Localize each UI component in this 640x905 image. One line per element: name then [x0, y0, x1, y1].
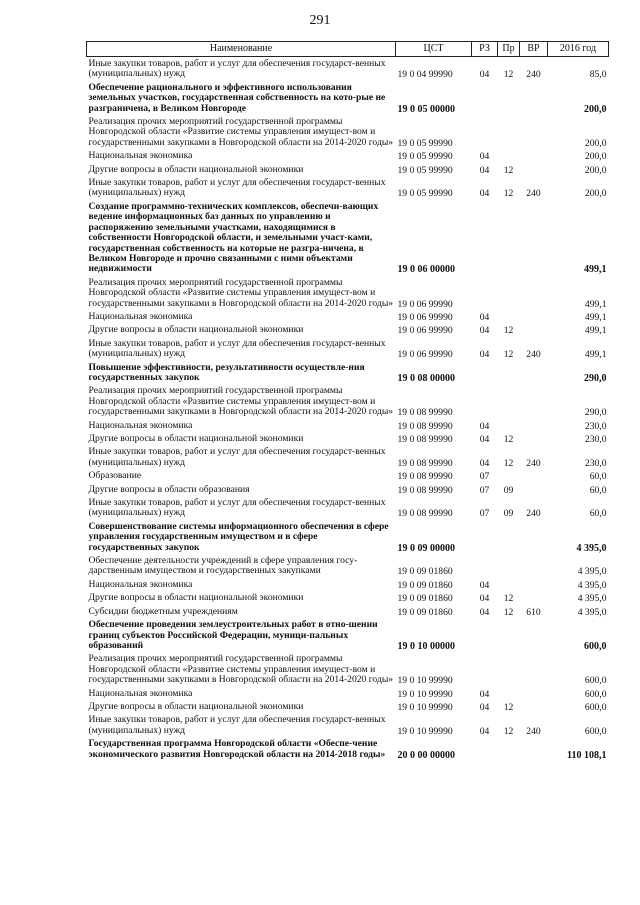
- cell-vr: [520, 81, 548, 115]
- cell-rz: [472, 384, 498, 418]
- table-row: [87, 419, 609, 432]
- header-name: Наименование: [87, 42, 396, 57]
- cell-amount: 200,0: [584, 137, 607, 149]
- cell-vr: [520, 310, 548, 323]
- cell-cst: 19 0 10 99990: [397, 725, 453, 737]
- cell-rz: 04: [479, 593, 490, 605]
- cell-pr: [498, 81, 520, 115]
- cell-cst: 19 0 05 99990: [397, 188, 453, 200]
- cell-amount: 230,0: [584, 434, 607, 445]
- cell-rz: 04: [479, 349, 490, 361]
- cell-name: Реализация прочих мероприятий государственной программы Новгородской области «Развитие системы управления имущест-вом и государственными закупками в Новгородской области на 2014-2020 годы»: [88, 653, 394, 686]
- cell-cst: 19 0 09 01860: [397, 579, 453, 591]
- cell-amount: 499,1: [584, 311, 607, 323]
- cell-vr: [520, 163, 548, 176]
- cell-amount: 110 108,1: [567, 749, 607, 761]
- cell-cst: 19 0 10 00000: [397, 640, 455, 652]
- cell-rz: [472, 737, 498, 761]
- cell-rz: [472, 520, 498, 554]
- cell-cst: 19 0 08 99990: [397, 508, 453, 520]
- cell-amount: 4 395,0: [576, 542, 607, 554]
- cell-amount: 600,0: [584, 701, 607, 713]
- cell-vr: [520, 200, 548, 276]
- cell-amount: 60,0: [589, 484, 607, 496]
- cell-vr: [520, 687, 548, 700]
- cell-name: Иные закупки товаров, работ и услуг для обеспечения государст-венных (муниципальных) нужд: [88, 714, 386, 736]
- cell-name: Другие вопросы в области национальной экономики: [88, 433, 304, 444]
- cell-amount: 200,0: [584, 164, 607, 176]
- page-number: 291: [309, 13, 331, 28]
- cell-pr: 12: [503, 434, 514, 445]
- cell-vr: [520, 578, 548, 591]
- cell-cst: 19 0 05 99990: [397, 164, 453, 176]
- cell-pr: 12: [503, 701, 514, 713]
- table-row: [87, 578, 609, 591]
- cell-pr: 09: [503, 484, 514, 496]
- cell-vr: 240: [526, 349, 541, 361]
- cell-vr: [520, 432, 548, 445]
- cell-amount: 4 395,0: [577, 579, 607, 591]
- table-row: [87, 591, 609, 604]
- cell-amount: 290,0: [584, 372, 607, 384]
- cell-name: Национальная экономика: [88, 310, 193, 322]
- cell-amount: 200,0: [584, 151, 607, 163]
- cell-cst: 19 0 06 00000: [397, 264, 455, 276]
- cell-vr: [520, 652, 548, 686]
- cell-cst: 19 0 08 00000: [397, 372, 455, 384]
- table-row: [87, 57, 609, 81]
- cell-vr: [520, 554, 548, 578]
- cell-name: Иные закупки товаров, работ и услуг для обеспечения государст-венных (муниципальных) нужд: [88, 177, 386, 199]
- cell-rz: 04: [479, 606, 490, 618]
- table-row: [87, 605, 609, 618]
- table-row: [87, 337, 609, 361]
- table-row-program: [87, 520, 609, 554]
- cell-vr: [520, 115, 548, 149]
- cell-rz: [472, 200, 498, 276]
- cell-name: Реализация прочих мероприятий государственной программы Новгородской области «Развитие системы управления имущест-вом и государственными закупками в Новгородской области на 2014-2020 годы»: [88, 385, 394, 418]
- cell-rz: [472, 81, 498, 115]
- cell-pr: [498, 578, 520, 591]
- cell-cst: 19 0 05 99990: [397, 137, 453, 149]
- cell-cst: 19 0 05 00000: [397, 103, 455, 115]
- cell-pr: [498, 469, 520, 482]
- table-row: [87, 469, 609, 482]
- cell-cst: 19 0 06 99990: [397, 349, 453, 361]
- table-row-program: [87, 618, 609, 652]
- cell-amount: 600,0: [584, 725, 607, 737]
- cell-vr: [520, 483, 548, 496]
- cell-amount: 499,1: [584, 349, 607, 361]
- cell-rz: 04: [479, 725, 490, 737]
- cell-cst: 19 0 09 01860: [397, 566, 453, 578]
- table-row: [87, 276, 609, 310]
- cell-vr: [520, 469, 548, 482]
- table-row-program: [87, 81, 609, 115]
- cell-rz: 04: [479, 311, 490, 323]
- cell-rz: 04: [479, 164, 490, 176]
- cell-name: Другие вопросы в области образования: [88, 483, 250, 495]
- cell-pr: [498, 200, 520, 276]
- cell-name: Национальная экономика: [88, 150, 193, 162]
- cell-rz: 04: [479, 420, 490, 432]
- cell-vr: 240: [526, 188, 541, 200]
- cell-vr: [520, 591, 548, 604]
- cell-name: Обеспечение рационального и эффективного использования земельных участков, государственная собственность на кото-рые не разграничена, в Великом Новгороде: [88, 81, 386, 114]
- table-row: [87, 323, 609, 336]
- cell-pr: 12: [503, 325, 514, 337]
- table-header-row: [87, 42, 609, 57]
- cell-rz: 04: [479, 701, 490, 713]
- cell-name: Реализация прочих мероприятий государственной программы Новгородской области «Развитие системы управления имущест-вом и государственными закупками в Новгородской области на 2014-2020 годы»: [88, 116, 394, 148]
- header-cst: ЦСТ: [396, 42, 472, 57]
- cell-amount: 60,0: [589, 508, 607, 520]
- cell-pr: [498, 652, 520, 686]
- cell-cst: 19 0 08 99990: [397, 434, 453, 445]
- cell-cst: 19 0 09 01860: [397, 606, 453, 618]
- cell-vr: 610: [526, 606, 541, 618]
- header-rz: РЗ: [472, 42, 498, 57]
- cell-rz: 04: [479, 69, 490, 81]
- cell-amount: 230,0: [584, 457, 607, 469]
- cell-cst: 19 0 09 00000: [397, 542, 455, 554]
- cell-rz: 07: [479, 508, 490, 520]
- cell-rz: 04: [479, 151, 490, 163]
- table-row: [87, 384, 609, 418]
- cell-vr: 240: [526, 725, 541, 737]
- table-row: [87, 483, 609, 496]
- cell-amount: 4 395,0: [577, 593, 607, 605]
- cell-vr: [520, 618, 548, 652]
- cell-vr: [520, 276, 548, 310]
- cell-name: Повышение эффективности, результативности осуществле-ния государственных закупок: [88, 361, 365, 383]
- cell-rz: [472, 652, 498, 686]
- header-pr: Пр: [498, 42, 520, 57]
- cell-rz: [472, 554, 498, 578]
- cell-pr: [498, 618, 520, 652]
- cell-cst: 19 0 06 99990: [397, 311, 453, 323]
- cell-name: Иные закупки товаров, работ и услуг для обеспечения государст-венных (муниципальных) нужд: [88, 446, 386, 468]
- cell-rz: 07: [479, 484, 490, 496]
- table-row: [87, 149, 609, 162]
- cell-name: Другие вопросы в области национальной экономики: [88, 700, 304, 712]
- table-row: [87, 163, 609, 176]
- table-row-program: [87, 737, 609, 761]
- table-row: [87, 115, 609, 149]
- cell-cst: 19 0 10 99990: [397, 688, 453, 700]
- cell-pr: [498, 520, 520, 554]
- cell-name: Создание программно-технических комплексов, обеспечи-вающих ведение информационных баз данных по управлению и распоряжению земельными участками, находящимися в собственности Новгородской области, и земельными участ-ками, государственная собственность на которые не разгра-ничена, в Великом Новгороде и прочно связанными с ними объектами недвижимости: [88, 200, 379, 275]
- cell-cst: 19 0 06 99990: [397, 298, 453, 310]
- cell-pr: [498, 149, 520, 162]
- cell-vr: [520, 737, 548, 761]
- cell-amount: 600,0: [584, 688, 607, 700]
- cell-rz: 04: [479, 579, 490, 591]
- table-row: [87, 652, 609, 686]
- table-row: [87, 554, 609, 578]
- cell-rz: 04: [479, 325, 490, 337]
- cell-amount: 600,0: [584, 675, 607, 687]
- cell-cst: 19 0 08 99990: [397, 407, 453, 419]
- cell-amount: 4 395,0: [577, 566, 607, 578]
- cell-amount: 290,0: [584, 407, 607, 419]
- cell-rz: [472, 361, 498, 385]
- cell-cst: 20 0 00 00000: [397, 749, 455, 761]
- cell-vr: [520, 149, 548, 162]
- cell-pr: [498, 276, 520, 310]
- cell-vr: [520, 419, 548, 432]
- cell-pr: 12: [503, 725, 514, 737]
- cell-cst: 19 0 09 01860: [397, 593, 453, 605]
- cell-vr: [520, 323, 548, 336]
- cell-name: Иные закупки товаров, работ и услуг для обеспечения государст-венных (муниципальных) нужд: [88, 58, 386, 80]
- cell-pr: 12: [503, 593, 514, 605]
- table-row: [87, 445, 609, 469]
- cell-name: Субсидии бюджетным учреждениям: [88, 605, 238, 617]
- cell-pr: [498, 737, 520, 761]
- cell-rz: 04: [479, 688, 490, 700]
- cell-pr: [498, 554, 520, 578]
- cell-name: Обеспечение деятельности учреждений в сфере управления госу-дарственным имуществом и государственных закупками: [88, 555, 358, 577]
- table-body: [87, 57, 609, 761]
- table-row: [87, 432, 609, 445]
- cell-amount: 200,0: [584, 188, 607, 200]
- cell-name: Государственная программа Новгородской области «Обеспе-чение экономического развития Новгородской области на 2014-2018 годы»: [88, 738, 386, 760]
- cell-vr: [520, 361, 548, 385]
- table-row: [87, 310, 609, 323]
- cell-pr: 12: [503, 69, 514, 81]
- cell-vr: 240: [526, 457, 541, 469]
- cell-amount: 499,1: [584, 264, 607, 276]
- cell-name: Другие вопросы в области национальной экономики: [88, 324, 304, 336]
- cell-rz: [472, 115, 498, 149]
- cell-cst: 19 0 08 99990: [397, 484, 453, 496]
- cell-pr: 12: [503, 606, 514, 618]
- cell-cst: 19 0 08 99990: [397, 471, 453, 483]
- cell-rz: 04: [479, 434, 490, 445]
- budget-table: [86, 41, 609, 761]
- cell-name: Национальная экономика: [88, 419, 193, 431]
- cell-name: Иные закупки товаров, работ и услуг для обеспечения государст-венных (муниципальных) нужд: [88, 337, 386, 360]
- table-row: [87, 700, 609, 713]
- cell-amount: 200,0: [584, 103, 607, 115]
- cell-pr: [498, 361, 520, 385]
- cell-cst: 19 0 08 99990: [397, 457, 453, 469]
- cell-pr: 09: [503, 508, 514, 520]
- cell-name: Реализация прочих мероприятий государственной программы Новгородской области «Развитие системы управления имущест-вом и государственными закупками в Новгородской области на 2014-2020 годы»: [88, 276, 394, 309]
- cell-amount: 600,0: [584, 640, 607, 652]
- cell-rz: 04: [479, 457, 490, 469]
- header-year: 2016 год: [548, 42, 609, 57]
- cell-vr: 240: [526, 508, 541, 520]
- cell-name: Образование: [88, 470, 142, 482]
- cell-vr: [520, 520, 548, 554]
- cell-amount: 60,0: [589, 471, 607, 483]
- cell-pr: [498, 419, 520, 432]
- cell-pr: 12: [503, 457, 514, 469]
- cell-pr: [498, 687, 520, 700]
- cell-amount: 4 395,0: [577, 606, 607, 618]
- cell-cst: 19 0 06 99990: [397, 325, 453, 337]
- cell-pr: [498, 310, 520, 323]
- cell-pr: 12: [503, 349, 514, 361]
- cell-name: Совершенствование системы информационного обеспечения в сфере управления государственным имуществом и в сфере государственных закупок: [88, 520, 389, 553]
- table-row-program: [87, 200, 609, 276]
- cell-rz: 04: [479, 188, 490, 200]
- cell-rz: 07: [479, 471, 490, 483]
- cell-pr: 12: [503, 188, 514, 200]
- table-row-program: [87, 361, 609, 385]
- cell-amount: 85,0: [589, 69, 607, 81]
- cell-rz: [472, 618, 498, 652]
- cell-pr: [498, 115, 520, 149]
- cell-cst: 19 0 05 99990: [397, 151, 453, 163]
- cell-amount: 499,1: [584, 298, 607, 310]
- header-vr: ВР: [520, 42, 548, 57]
- cell-amount: 499,1: [584, 325, 607, 337]
- cell-name: Иные закупки товаров, работ и услуг для обеспечения государст-венных (муниципальных) нужд: [88, 497, 386, 519]
- cell-pr: [498, 384, 520, 418]
- cell-vr: [520, 384, 548, 418]
- cell-amount: 230,0: [584, 420, 607, 432]
- cell-cst: 19 0 08 99990: [397, 420, 453, 432]
- cell-vr: 240: [526, 69, 541, 81]
- cell-name: Обеспечение проведения землеустроительных работ в отно-шении границ субъектов Российской Федерации, муници-пальных образований: [88, 619, 378, 651]
- cell-cst: 19 0 10 99990: [397, 675, 453, 687]
- cell-vr: [520, 700, 548, 713]
- cell-name: Национальная экономика: [88, 578, 193, 590]
- cell-cst: 19 0 04 99990: [397, 69, 453, 81]
- table-row: [87, 687, 609, 700]
- cell-pr: 12: [503, 164, 514, 176]
- cell-name: Национальная экономика: [88, 687, 193, 699]
- table-row: [87, 496, 609, 520]
- cell-name: Другие вопросы в области национальной экономики: [88, 163, 304, 175]
- cell-rz: [472, 276, 498, 310]
- table-row: [87, 176, 609, 200]
- cell-cst: 19 0 10 99990: [397, 701, 453, 713]
- cell-name: Другие вопросы в области национальной экономики: [88, 592, 304, 604]
- table-row: [87, 713, 609, 737]
